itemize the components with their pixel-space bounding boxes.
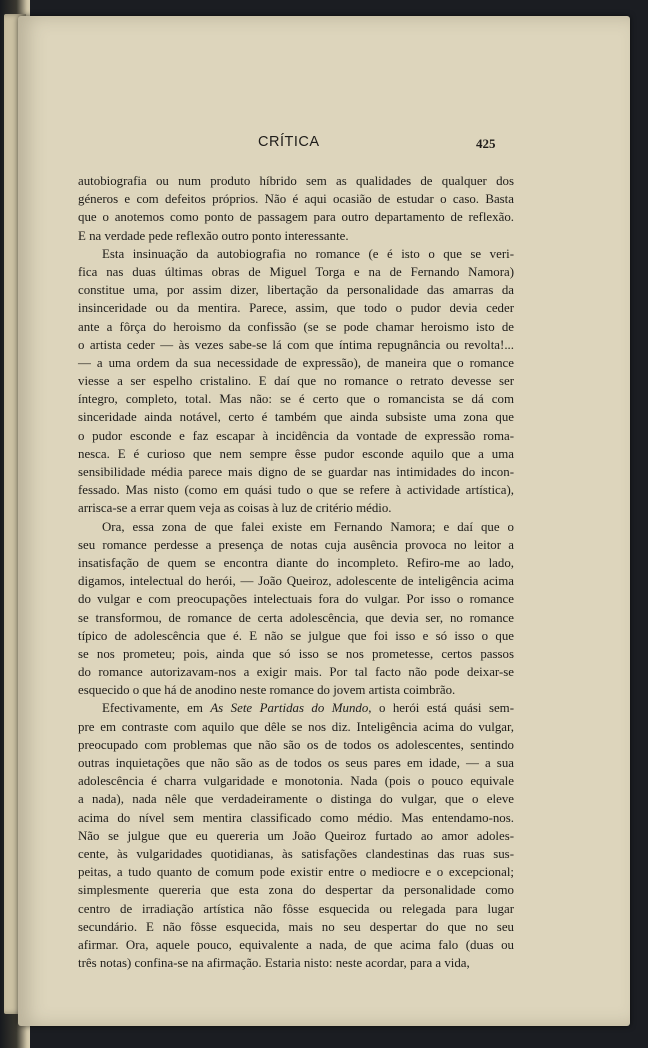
text-line: E na verdade pede reflexão outro ponto interessante. xyxy=(78,228,349,243)
text-line: do romance autorizavam-nos a exigir mais. Por tal facto não pode deixar-se xyxy=(78,665,514,680)
text-line: viesse a ser espelho cristalino. E daí que no romance o retrato devesse ser xyxy=(78,374,514,389)
text-line: sensibilidade média parece mais digno de se guardar nas intimidades do incon- xyxy=(78,465,514,479)
text-line: sinceridade ainda notável, certo é também que ainda subsiste uma zona que xyxy=(78,410,514,425)
text-line: insinceridade ou da mentira. Parece, assim, que todo o pudor devia ceder xyxy=(78,301,514,316)
text-line: íntegro, completo, total. Mas não: se é certo que o romancista se dá com xyxy=(78,392,514,407)
text-line: ante a fôrça do heroismo da confissão (se se pode chamar heroismo isto de xyxy=(78,319,514,334)
page-header xyxy=(18,134,630,154)
running-title: CRÍTICA xyxy=(258,134,320,150)
book-page xyxy=(18,16,630,1026)
text-line: fica nas duas últimas obras de Miguel Torga e na de Fernando Namora) xyxy=(78,264,514,279)
text-line: simplesmente quereria que esta zona do despertar da personalidade como xyxy=(78,883,514,898)
text-line: centro de irradiação artística não fôsse esquecida ou relegada para lugar xyxy=(78,901,514,916)
text-line: géneros e com defeitos próprios. Não é aqui ocasião de estudar o caso. Basta xyxy=(78,192,514,207)
text-line: Ora, essa zona de que falei existe em Fernando Namora; e daí que o xyxy=(102,519,514,534)
text-line: pre em contraste com aquilo que dêle se nos diz. Inteligência acima do vulgar, xyxy=(78,719,514,734)
text-line: Efectivamente, em As Sete Partidas do Mundo, o herói está quási sem- xyxy=(102,701,515,716)
text-line: nesca. E é curioso que nem sempre êsse pudor esconde aquilo que a uma xyxy=(78,446,514,461)
text-line: a nada), nada nêle que verdadeiramente o distinga do vulgar, que o eleve xyxy=(78,792,514,807)
text-line: constitue uma, por assim dizer, libertação da personalidade das amarras da xyxy=(78,283,514,298)
text-line: acima do nível sem mentira classificado como médio. Mas entendamo-nos. xyxy=(78,810,514,825)
text-line: se transformou, de romance de certa adolescência, que devia ser, no romance xyxy=(78,610,514,625)
text-line: três notas) confina-se na afirmação. Estaria nisto: neste acordar, para a vida, xyxy=(78,956,470,971)
text-line: se nos prometeu; pois, ainda que só isso se nos prometesse, certos passos xyxy=(78,646,514,661)
book-title-italic: As Sete Partidas do Mundo xyxy=(210,701,369,716)
text-line: secundário. E não fôsse esquecida, mais no seu despertar do que no seu xyxy=(78,919,514,934)
text-line: o artista ceder — às vezes sabe-se lá com que íntima repugnância ou revolta!... xyxy=(78,337,514,352)
text-line: do vulgar e com preocupações intelectuais fora do vulgar. Por isso o romance xyxy=(78,592,514,607)
text-line: — a uma ordem da sua necessidade de expressão), de maneira que o romance xyxy=(78,355,514,370)
text-line: cente, às vulgaridades quotidianas, às satisfações clandestinas das ruas sus- xyxy=(78,846,514,861)
text-line: arrisca-se a errar quem veja as coisas à luz de critério médio. xyxy=(78,501,392,516)
text-line: o pudor esconde e faz escapar à incidência da vontade de expressão roma- xyxy=(78,428,514,443)
text-line: seu romance perdesse a presença de notas cuja ausência provoca no leitor a xyxy=(78,537,514,552)
text-line: preocupado com problemas que não são os de todos os adolescentes, sentindo xyxy=(78,737,514,752)
body-text xyxy=(78,172,514,972)
text-line: adolescência é charra vulgaridade e monotonia. Nada (pois o pouco equivale xyxy=(78,774,514,789)
text-line: fessado. Mas nisto (como em quási tudo o que se refere à actividade artística), xyxy=(78,483,514,498)
text-line: que o anotemos como ponto de passagem para outro departamento de reflexão. xyxy=(78,210,514,225)
text-line: autobiografia ou num produto híbrido sem as qualidades de qualquer dos xyxy=(78,174,514,188)
text-line: digamos, intelectual do herói, — João Queiroz, adolescente de inteligência acima xyxy=(78,574,514,589)
text-line: típico de adolescência que é. E não se julgue que foi isso e só isso o que xyxy=(78,628,514,643)
text-line: afirmar. Ora, aquele pouco, equivalente a nada, de que acima falo (duas ou xyxy=(78,937,514,952)
text-line: Esta insinuação da autobiografia no romance (e é isto o que se veri- xyxy=(102,246,514,261)
text-line: Não se julgue que eu quereria um João Queiroz furtado ao amor adoles- xyxy=(78,828,514,843)
text-line: peitas, a tudo quanto de comum pode existir entre o mediocre e o excepcional; xyxy=(78,865,514,880)
text-line: insatisfação de quem se encontra diante do incompleto. Refiro-me ao lado, xyxy=(78,555,514,570)
page-number: 425 xyxy=(476,136,496,151)
text-line: esquecido o que há de anodino neste romance do jovem artista coimbrão. xyxy=(78,683,456,698)
text-line: outras inquietações que não são as de todos os seus pares em idade, — a sua xyxy=(78,756,514,770)
